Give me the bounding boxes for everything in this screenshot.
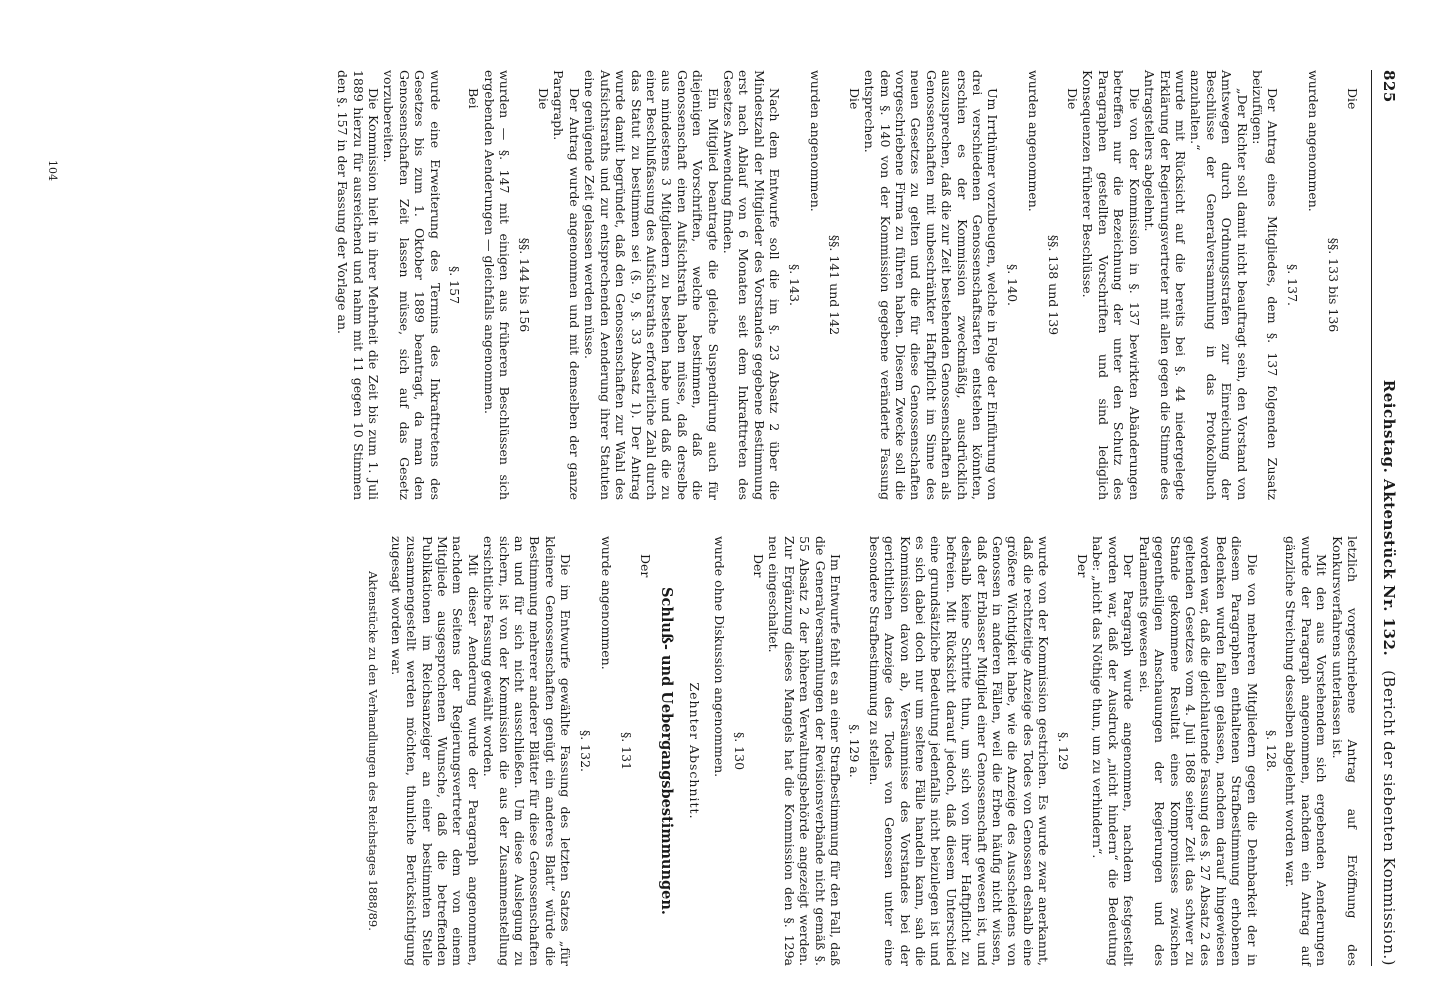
text-paragraph: Der [1075, 554, 1091, 578]
section-heading: §. 131 [618, 731, 634, 771]
header-subtitle: (Bericht der siebenten Kommission.) [1380, 670, 1398, 966]
section-heading: §§. 138 und 139 [1045, 234, 1061, 336]
text-paragraph: Mit den aus Vorstehendem sich ergebenden Aenderungen wurde der Paragraph angenommen, nachdem ein Antrag auf gänzliche Streichung desselben abgelehnt worden war. [1283, 536, 1330, 966]
text-paragraph: Nach dem Entwurfe soll die im §. 23 Absatz 2 über die Mindestzahl der Mitglieder des Vorstandes gegebene Bestimmung erst nach Ablauf von 6 Monaten seit dem Inkrafttreten des Gesetzes Anwendung finden. [720, 70, 783, 500]
text-paragraph: wurde von der Kommission gestrichen. Es wurde zwar anerkannt, daß die rechtzeitige Anzeige des Todes von Genossen deshalb eine größere Wichtigkeit habe, wie die Anzeige des Ausscheidens von Genossen in anderen Fällen, weil die Erben häufig nicht wissen, daß der Erblasser Mitglied einer Genossenschaft gewesen ist, und deshalb keine Schritte thun, um sich von ihrer Haftpflicht zu befreien. Mit Rücksicht darauf jedoch, daß diesem Unterschied eine grundsätzliche Bedeutung jedenfalls nicht beizulegen ist und es sich dabei doch nur um seltene Fälle handeln kann, sah die Kommission davon ab, Versäumnisse des Vorstandes bei der gerichtlichen Anzeige des Todes von Genossen unter eine besondere Strafbestimmung zu stellen. [866, 536, 1052, 966]
text-paragraph: Die Kommission hielt in ihrer Mehrheit die Zeit bis zum 1. Juli 1889 hierzu für ausreichend und nahm mit 11 gegen 10 Stimmen den §. 157 in der Fassung der Vorlage an. [335, 70, 382, 500]
text-paragraph: Der Antrag eines Mitgliedes, dem §. 137 folgenden Zusatz beizufügen: [1249, 70, 1281, 500]
text-paragraph: Die im Entwurfe gewählte Fassung des letzten Satzes „für kleinere Genossenschaften genügt ein anderes Blatt“ würde die Bestimmung mehrerer anderer Blätter für diese Genossenschaften an und für sich nicht ausschließen. Um diese Auslegung zu sichern, ist von der Kommission die aus der Zusammenstellung ersichtliche Fassung gewählt worden. [481, 536, 574, 966]
text-paragraph: wurden — §. 147 mit einigen aus früheren Beschlüssen sich ergebenden Aenderungen — gleichfalls angenommen. [481, 70, 513, 500]
text-paragraph: Der Antrag wurde angenommen und mit demselben der ganze Paragraph. [551, 70, 582, 500]
section-heading: §§. 141 und 142 [827, 234, 843, 336]
section-heading: §. 140. [1004, 263, 1020, 307]
section-heading: §§. 133 bis 136 [1325, 237, 1341, 333]
text-paragraph: wurden angenommen. [808, 70, 823, 212]
page-number: 825 [1380, 70, 1398, 103]
section-heading: §. 129 [1055, 731, 1071, 771]
section-heading: §. 130 [731, 731, 747, 771]
text-paragraph: Bei [466, 88, 482, 109]
text-paragraph: wurden angenommen. [1306, 70, 1322, 212]
chapter-heading: Zehnter Abschnitt. [686, 682, 702, 820]
text-paragraph: wurde ohne Diskussion angenommen. [712, 536, 728, 778]
text-paragraph: Die [1345, 88, 1360, 110]
page-header [1371, 70, 1402, 966]
text-paragraph: Mit dieser Aenderung wurde der Paragraph angenommen, nachdem Seitens der Regierungsvertreter dem von einem Mitgliede ausgesprochenen Wunsche, daß die betreffenden Publikationen im Reichsanzeiger an einer bestimmten Stelle zusammengestellt werden möchten, thunliche Berücksichtigung zugesagt worden war. [388, 536, 481, 966]
text-paragraph: Die [536, 88, 552, 110]
footer-note: Aktenstücke zu den Verhandlungen des Reichstages 1888/89. [366, 571, 381, 931]
section-heading: §. 137. [1284, 263, 1300, 307]
section-heading: §§. 144 bis 156 [516, 237, 532, 333]
text-paragraph: wurde angenommen. [599, 536, 615, 670]
left-column [335, 70, 1360, 500]
text-paragraph: Die [846, 88, 862, 110]
footer-page-number: 104 [46, 160, 59, 181]
section-heading: §. 129 a. [847, 724, 863, 778]
section-heading: §. 157 [447, 265, 463, 305]
quote-paragraph: „Der Richter soll damit nicht beauftragt sein, den Vorstand von Amtswegen durch Ordnungsstrafen zur Einreichung der Beschlüsse der Generalversammlung in das Protokollbuch anzuhalten.“ [1188, 70, 1250, 500]
text-paragraph: wurde eine Erweiterung des Termins des Inkrafttretens des Gesetzes bis zum 1. Oktober 1889 beantragt, da man den Genossenschaften Zeit lassen müsse, sich auf das Gesetz vorzubereiten. [381, 70, 443, 500]
text-paragraph: letzlich vorgeschriebene Antrag auf Eröffnung des Konkursverfahrens unterlassen ist. [1329, 536, 1360, 966]
section-heading: §. 143. [786, 263, 802, 307]
text-paragraph: wurde mit Rücksicht auf die bereits bei §. 44 niedergelegte Erklärung der Regierungsvertreter mit allen gegen die Stimme des Antragstellers abgelehnt. [1142, 70, 1188, 500]
text-paragraph: wurden angenommen. [1026, 70, 1042, 212]
text-paragraph: Ein Mitglied beantragte die gleiche Suspendirung auch für diejenigen Vorschriften, welche bestimmen, daß die Genossenschaft einen Aufsichtsrath haben müsse, daß derselbe aus mindestens 3 Mitgliedern zu bestehen habe und daß die zu einer Beschlußfassung des Aufsichtsraths erforderliche Zahl durch das Statut zu bestimmen sei (§. 9, §. 33 Absatz 1). Der Antrag wurde damit begründet, daß den Genossenschaften zur Wahl des Aufsichtsraths und zur entsprechenden Aenderung ihrer Statuten eine genügende Zeit gelassen werden müsse. [582, 70, 721, 500]
text-paragraph: Der Paragraph wurde angenommen, nachdem festgestellt worden war, daß der Ausdruck „nicht hindern“ die Bedeutung habe: „nicht das Nöthige thun, um zu verhindern“. [1090, 536, 1137, 966]
text-paragraph: Der [750, 554, 766, 578]
header-title: Reichstag. Aktenstück Nr. 132. [1380, 379, 1398, 657]
chapter-title: Schluß- und Uebergangsbestimmungen. [658, 587, 676, 915]
text-paragraph: Die von der Kommission in §. 137 bewirkten Abänderungen betreffen nur die Bezeichnung der unter den Schutz des Paragraphen gestellten Vorschriften und sind lediglich Konsequenzen früherer Beschlüsse. [1080, 70, 1142, 500]
section-heading: §. 132. [577, 729, 593, 773]
right-column [365, 536, 1360, 966]
section-heading: §. 128. [1263, 729, 1279, 773]
text-paragraph: Die [1065, 88, 1081, 110]
text-paragraph: Der [637, 554, 653, 578]
text-paragraph: Um Irrthümer vorzubeugen, welche in Folge der Einführung von drei verschiedenen Genossenschaftsarten entstehen könnten, erschien es der Kommission zweckmäßig, ausdrücklich auszusprechen, daß die zur Zeit bestehenden Genossenschaften als Genossenschaften mit unbeschränkter Haftpflicht im Sinne des neuen Gesetzes zu gelten und die für diese Genossenschaften vorgeschriebene Firma zu führen haben. Diesem Zwecke soll die dem §. 140 von der Kommission gegebene veränderte Fassung entsprechen. [862, 70, 1001, 500]
text-paragraph: Die von mehreren Mitgliedern gegen die Dehnbarkeit der in diesem Paragraphen enthaltenen Strafbestimmung erhobenen Bedenken wurden fallen gelassen, nachdem darauf hingewiesen worden war, daß die gleichlautende Fassung des §. 27 Absatz 2 des geltenden Gesetzes vom 4. Juli 1868 seiner Zeit das schwer zu Stande gekommene Resultat eines Kompromisses zwischen gegentheiligen Anschauungen der Regierungen und des Parlaments gewesen sei. [1136, 536, 1260, 966]
text-paragraph: Im Entwurfe fehlt es an einer Strafbestimmung für den Fall, daß die Generalversammlungen der Revisionsverbände nicht gemäß §. 55 Absatz 2 der höheren Verwaltungsbehörde angezeigt werden. Zur Ergänzung dieses Mangels hat die Kommission den §. 129a neu eingeschaltet. [766, 536, 843, 966]
